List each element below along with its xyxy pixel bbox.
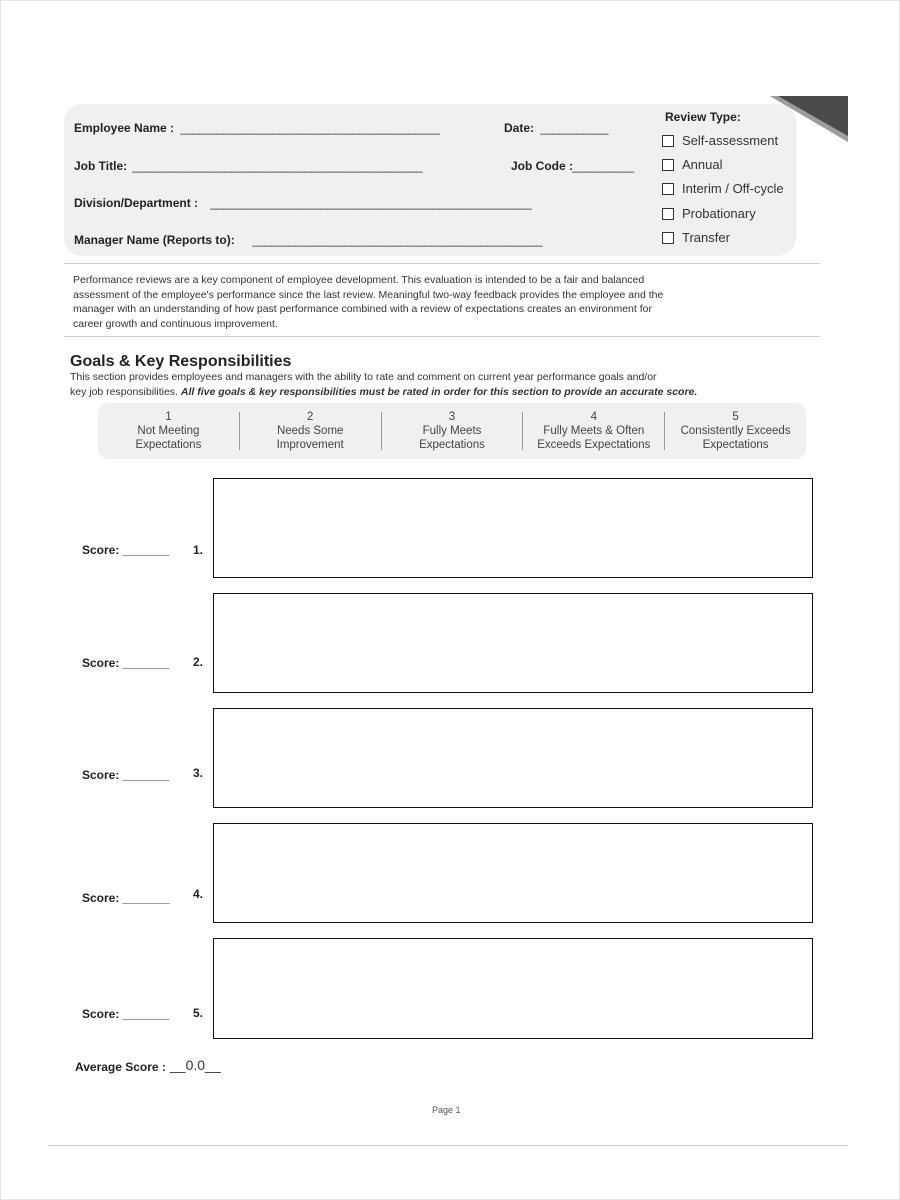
review-type-option[interactable]	[662, 206, 756, 221]
division-department-field[interactable]: ____________________________________________________	[210, 196, 532, 210]
desc-emphasis: All five goals & key responsibilities must be rated in order for this section to provide an accurate score.	[180, 385, 698, 398]
score-field[interactable]: Score: _______	[82, 1007, 170, 1021]
manager-name-label: Manager Name (Reports to):	[74, 233, 235, 247]
desc-line: This section provides employees and managers with the ability to rate and comment on current year performance goals and/or	[70, 371, 657, 383]
intro-line: career growth and continuous improvement.	[73, 317, 278, 330]
rating-text: Consistently Exceeds	[680, 425, 791, 437]
rating-number: 1	[165, 411, 172, 423]
checkbox[interactable]	[662, 159, 674, 171]
goal-text-box[interactable]	[213, 823, 813, 923]
date-label: Date:	[504, 121, 535, 135]
goal-text-box[interactable]	[213, 478, 813, 578]
checkbox[interactable]	[662, 232, 674, 244]
divider	[64, 263, 820, 264]
section-title: Goals & Key Responsibilities	[70, 353, 292, 370]
intro-line: assessment of the employee's performance since the last review. Meaningful two-way feedback provides the employee and the	[73, 288, 664, 301]
intro-line: Performance reviews are a key component of employee development. This evaluation is intended to be a fair and balanced	[73, 274, 645, 286]
rating-text: Improvement	[276, 439, 344, 451]
score-field[interactable]: Score: _______	[82, 768, 170, 782]
rating-scale-item	[523, 412, 665, 450]
review-type-title: Review Type:	[665, 110, 741, 124]
rating-number: 3	[448, 411, 456, 423]
option-label: Annual	[682, 157, 723, 172]
goal-number: 3.	[193, 766, 204, 780]
rating-scale-item	[98, 412, 240, 450]
option-label: Transfer	[682, 230, 730, 245]
job-code-label: Job Code :	[511, 159, 573, 173]
goal-text-box[interactable]	[213, 708, 813, 808]
score-field[interactable]: Score: _______	[82, 543, 170, 557]
checkbox[interactable]	[662, 208, 674, 220]
score-field[interactable]: Score: _______	[82, 891, 170, 905]
goal-number: 2.	[193, 655, 204, 669]
footer-divider	[48, 1145, 848, 1146]
average-score-value: __0.0__	[170, 1057, 221, 1073]
option-label: Self-assessment	[682, 133, 779, 148]
desc-plain: key job responsibilities.	[70, 385, 178, 398]
rating-text: Fully Meets & Often	[543, 425, 645, 437]
manager-name-field[interactable]: _______________________________________________	[252, 233, 543, 247]
employee-name-label: Employee Name :	[74, 121, 175, 135]
division-department-label: Division/Department :	[74, 196, 199, 210]
score-field[interactable]: Score: _______	[82, 656, 170, 670]
review-type-option[interactable]	[662, 133, 778, 148]
job-title-label: Job Title:	[74, 159, 128, 173]
rating-scale-item	[382, 412, 524, 450]
rating-text: Expectations	[419, 439, 485, 451]
review-type-option[interactable]	[662, 157, 722, 172]
rating-text: Not Meeting	[137, 425, 200, 437]
desc-line	[70, 385, 830, 400]
intro-line: manager with an understanding of how past performance combined with a review of expectations creates an environment for	[73, 303, 652, 316]
option-label: Interim / Off-cycle	[682, 181, 784, 196]
rating-text: Expectations	[135, 439, 202, 451]
rating-number: 5	[732, 411, 739, 423]
rating-number: 2	[306, 411, 314, 423]
section-description	[70, 370, 830, 399]
goal-number: 1.	[193, 543, 204, 557]
checkbox[interactable]	[662, 183, 674, 195]
rating-text: Needs Some	[276, 425, 344, 437]
rating-text: Expectations	[702, 439, 769, 451]
review-type-option[interactable]	[662, 230, 730, 245]
page-corner-decoration	[770, 96, 848, 142]
employee-name-field[interactable]: __________________________________________	[180, 121, 440, 135]
review-type-option[interactable]	[662, 181, 784, 196]
job-code-field[interactable]: __________	[572, 159, 634, 173]
divider	[64, 336, 820, 337]
goal-number: 5.	[193, 1006, 204, 1020]
rating-text: Exceeds Expectations	[537, 439, 651, 451]
checkbox[interactable]	[662, 135, 674, 147]
rating-scale-item	[665, 412, 806, 450]
goal-number: 4.	[193, 887, 204, 901]
average-score-label: Average Score :	[75, 1060, 166, 1074]
job-title-field[interactable]: _______________________________________________	[132, 159, 423, 173]
rating-scale	[98, 403, 806, 459]
date-field[interactable]: ___________	[540, 121, 608, 135]
rating-scale-item	[240, 412, 382, 450]
rating-number: 4	[590, 411, 597, 423]
goal-text-box[interactable]	[213, 938, 813, 1039]
rating-text: Fully Meets	[422, 425, 482, 437]
option-label: Probationary	[682, 206, 756, 221]
intro-paragraph	[73, 273, 813, 331]
page-number: Page 1	[432, 1105, 461, 1115]
goal-text-box[interactable]	[213, 593, 813, 693]
